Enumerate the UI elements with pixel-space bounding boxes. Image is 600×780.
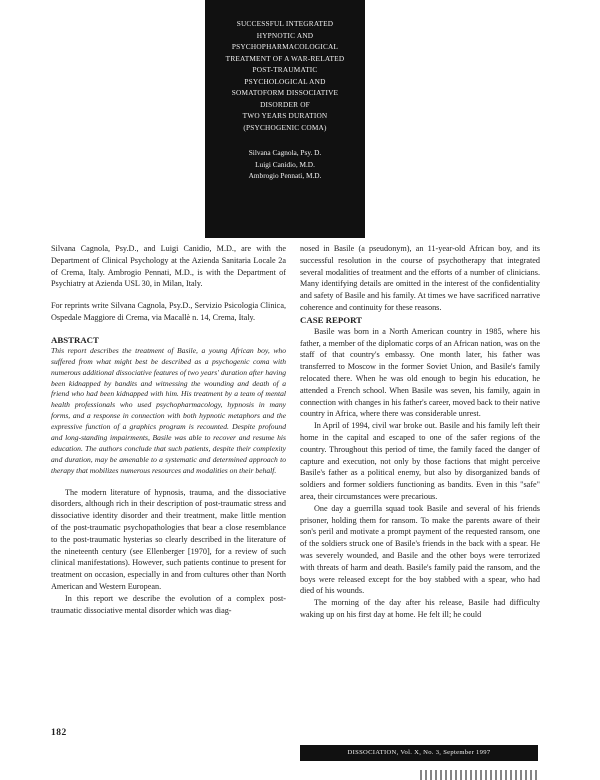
left-column [51,243,286,616]
abstract-heading: ABSTRACT [51,334,99,345]
page-number: 182 [51,728,67,738]
body-paragraph: In April of 1994, civil war broke out. Basile and his family left their home in the capital and escaped to one of the safer regions of the country. Throughout this period of time, the family faced the danger of capture and execution, not only by those factions that might perceive Basile's father as a political enemy, but also by disorganized bands of soldiers and former soldiers functioning as bandits. Even in this "safe" area, their circumstances were precarious. [300,421,540,501]
body-paragraph: Basile was born in a North American country in 1985, where his father, a member of the diplomatic corps of an African nation, was on the staff of that country's embassy. One month later, his father was transferred to Moscow in the former Soviet Union, and Basile's family relocated there. When he was old enough to begin his education, he attended a French school. When Basile was seven, his family, again in connection with changes in his father's career, moved back to their native country in Africa, where there was considerable unrest. [300,326,540,419]
scan-artifact [420,770,540,780]
title-line: POST-TRAUMATIC [252,65,318,74]
title-line: SUCCESSFUL INTEGRATED [236,19,334,28]
author-list [205,147,365,182]
author-name: Silvana Cagnola, Psy. D. [248,148,322,157]
body-paragraph: The morning of the day after his release, Basile had difficulty waking up on his first day at home. He felt ill; he could [300,598,540,619]
title-line: PSYCHOLOGICAL AND [244,76,326,86]
journal-footer: DISSOCIATION, Vol. X, No. 3, September 1997 [300,745,538,761]
title-line: TWO YEARS DURATION [242,111,328,120]
title-line: TREATMENT OF A WAR-RELATED [225,53,345,63]
author-affiliation: Silvana Cagnola, Psy.D., and Luigi Canidio, M.D., are with the Department of Clinical Psychology at the Azienda Sanitaria Locale 2a of Crema, Italy. Ambrogio Pennati, M.D., is with the Department of Psychiatry at Azienda USL 30, in Milan, Italy. [51,244,286,289]
title-block [205,0,365,238]
title-line: PSYCHOPHARMACOLOGICAL [231,42,339,51]
author-name: Ambrogio Pennati, M.D. [248,171,322,180]
article-title [205,18,365,133]
right-column [300,243,540,621]
body-paragraph: nosed in Basile (a pseudonym), an 11-year-old African boy, and its successful resolution in the course of psychotherapy that integrated several modalities of treatment and the efforts of a number of clinicians. Many identifying details are omitted in the interest of the confidentiality and safety of Basile and his family. At times we have sacrificed narrative coherence and continuity for these reasons. [300,244,540,312]
body-paragraph: The modern literature of hypnosis, trauma, and the dissociative disorders, although rich in their description of post-traumatic stress and dissociative identity disorder and their treatment, make little mention of the post-traumatic psychopathologies that bear a close resemblance to the post-traumatic hysterias so clearly described in the literature of the nineteenth century (see Ellenberger [1970], for a review of such clinical manifestations). However, such patients continue to present for treatment on occasion, especially in and from cultures other than North American and Western European. [51,487,286,592]
title-line: DISORDER OF [260,99,310,109]
title-line: SOMATOFORM DISSOCIATIVE [231,88,339,97]
case-report-heading: CASE REPORT [300,314,363,325]
body-paragraph: One day a guerrilla squad took Basile and several of his friends prisoner, holding them for ransom. To make the parents aware of their son's peril and motivate a prompt payment of the requested ransom, one of the soldiers struck one of Basile's friends in the back with a spear. He was severely wounded, and Basile and the other boys were terrorized with threats of harm and death. Basile's family paid the ransom, and the boys were released except for the boy stabbed with a spear, who had died of his wounds. [300,503,540,596]
reprint-address: For reprints write Silvana Cagnola, Psy.D., Servizio Psicologia Clinica, Ospedale Maggiore di Crema, via Macallè n. 14, Crema, Italy. [51,301,286,322]
title-line: HYPNOTIC AND [256,30,314,40]
abstract-text: This report describes the treatment of Basile, a young African boy, who suffered from what might best be described as a psychogenic coma with numerous additional dissociative features of two years' duration after having been kidnapped by bandits and witnessing the wounding and death of a friend who had been kidnapped with him. His treatment by a team of mental health professionals who used psychopharmacology, hypnosis in many forms, and a response in connection with both hypnotic metaphors and the expressive function of a graphics program is recounted. Despite profound and long-standing impairments, Basile was able to recover and resume his education. The authors conclude that such patients, despite their complexity and duration, may be amenable to a systematic and determined approach to therapy that mobilizes numerous resources and modalities on their behalf. [51,345,286,475]
author-name: Luigi Canidio, M.D. [255,159,315,169]
title-line: (PSYCHOGENIC COMA) [243,122,327,132]
body-paragraph: In this report we describe the evolution of a complex post-traumatic dissociative mental disorder which was diag- [51,593,286,615]
